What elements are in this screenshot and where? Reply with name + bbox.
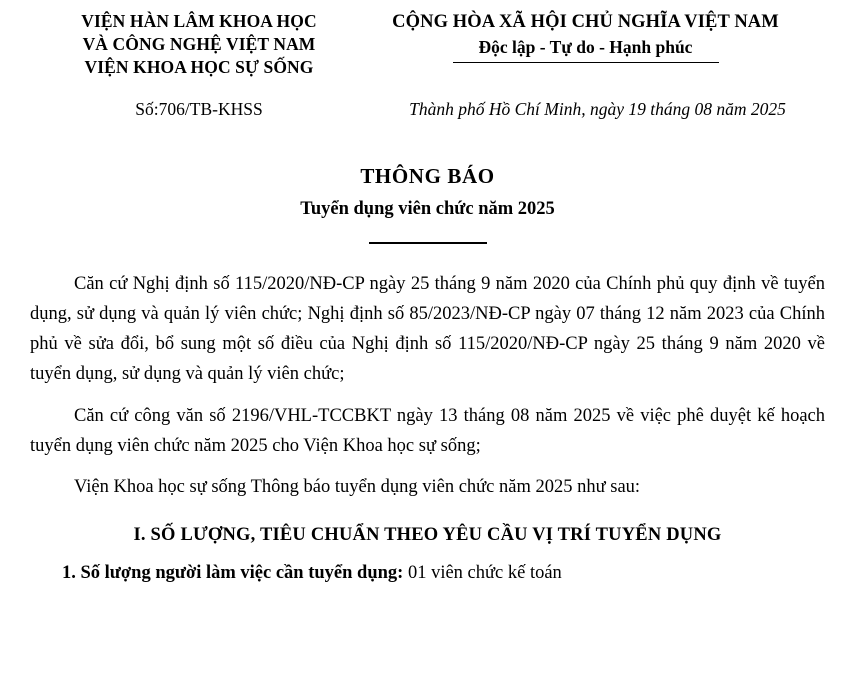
place-and-date: Thành phố Hồ Chí Minh, ngày 19 tháng 08 năm 2025 <box>409 99 786 120</box>
motto-underline <box>453 62 719 63</box>
title-divider <box>369 242 487 243</box>
document-body <box>30 270 825 504</box>
org-line-2: VÀ CÔNG NGHỆ VIỆT NAM <box>82 34 316 55</box>
national-motto: Độc lập - Tự do - Hạnh phúc <box>478 37 693 58</box>
paragraph-legal-basis-2: Căn cứ công văn số 2196/VHL-TCCBKT ngày 13 tháng 08 năm 2025 về việc phê duyệt kế hoạch tuyển dụng viên chức năm 2025 cho Viện Khoa học sự sống; <box>30 405 825 456</box>
section-item-1-label: 1. Số lượng người làm việc cần tuyển dụng: <box>62 563 404 584</box>
country-name: CỘNG HÒA XÃ HỘI CHỦ NGHĨA VIỆT NAM <box>392 12 779 32</box>
section-item-1 <box>30 563 825 584</box>
document-title-block <box>30 164 825 243</box>
section-item-1-value: 01 viên chức kế toán <box>403 563 562 584</box>
document-number: Số:706/TB-KHSS <box>135 99 263 120</box>
document-subheader <box>30 99 825 120</box>
issuing-organization <box>30 10 340 79</box>
section-heading-1: I. SỐ LƯỢNG, TIÊU CHUẨN THEO YÊU CẦU VỊ TRÍ TUYỂN DỤNG <box>133 525 722 546</box>
org-line-3: VIỆN KHOA HỌC SỰ SỐNG <box>84 57 314 78</box>
paragraph-legal-basis-1: Căn cứ Nghị định số 115/2020/NĐ-CP ngày 25 tháng 9 năm 2020 của Chính phủ quy định về tuyển dụng, sử dụng và quản lý viên chức; Nghị định số 85/2023/NĐ-CP ngày 07 tháng 12 năm 2023 của Chính phủ về sửa đổi, bổ sung một số điều của Nghị định số 115/2020/NĐ-CP ngày 25 tháng 9 năm 2020 về tuyển dụng, sử dụng và quản lý viên chức; <box>30 273 825 384</box>
document-header <box>30 10 825 79</box>
document-subtitle: Tuyển dụng viên chức năm 2025 <box>300 199 555 220</box>
national-heading <box>340 10 825 63</box>
org-line-1: VIỆN HÀN LÂM KHOA HỌC <box>81 11 317 31</box>
paragraph-announcement: Viện Khoa học sự sống Thông báo tuyển dụng viên chức năm 2025 như sau: <box>74 477 641 498</box>
document-title: THÔNG BÁO <box>360 164 495 189</box>
